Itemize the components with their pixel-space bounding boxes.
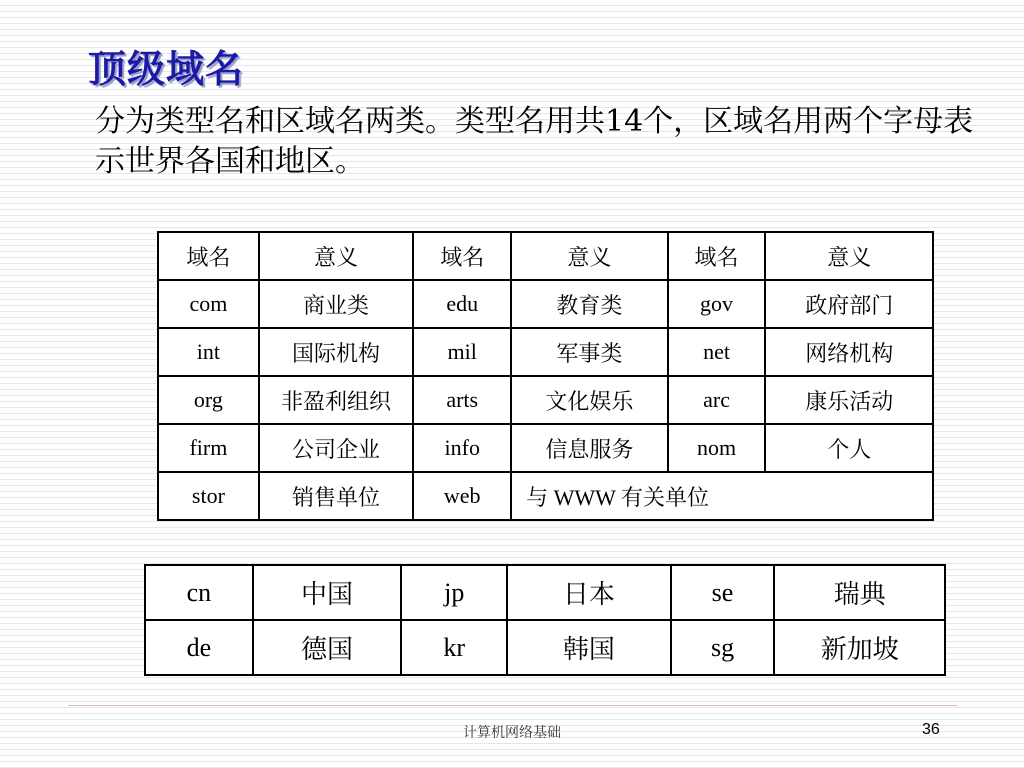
table-cell: 国际机构 <box>259 328 414 376</box>
table-header-row <box>158 232 933 280</box>
table-cell-merged: 与 WWW 有关单位 <box>511 472 933 520</box>
header-cell: 域名 <box>668 232 766 280</box>
table-cell: kr <box>401 620 507 675</box>
header-cell: 意义 <box>259 232 414 280</box>
table-row <box>145 565 945 620</box>
table-cell: gov <box>668 280 766 328</box>
table-cell: se <box>671 565 775 620</box>
table-row <box>145 620 945 675</box>
generic-domain-table <box>157 231 934 521</box>
table-cell: 德国 <box>253 620 402 675</box>
table-cell: org <box>158 376 259 424</box>
table-cell: 瑞典 <box>774 565 945 620</box>
table-cell: 公司企业 <box>259 424 414 472</box>
table-cell: cn <box>145 565 253 620</box>
table-row <box>158 472 933 520</box>
footer-course-title: 计算机网络基础 <box>463 725 561 741</box>
table-cell: int <box>158 328 259 376</box>
table-cell: 军事类 <box>511 328 668 376</box>
table-cell: 非盈利组织 <box>259 376 414 424</box>
table-cell: nom <box>668 424 766 472</box>
table-row <box>158 328 933 376</box>
table-cell: 新加坡 <box>774 620 945 675</box>
table-cell: web <box>413 472 511 520</box>
table-cell: 销售单位 <box>259 472 414 520</box>
table-cell: 日本 <box>507 565 671 620</box>
header-cell: 意义 <box>765 232 933 280</box>
table-row <box>158 424 933 472</box>
table-cell: 网络机构 <box>765 328 933 376</box>
table-cell: net <box>668 328 766 376</box>
table-cell: de <box>145 620 253 675</box>
country-domain-table <box>144 564 946 676</box>
table-cell: 个人 <box>765 424 933 472</box>
table-row <box>158 376 933 424</box>
table-cell: arc <box>668 376 766 424</box>
table-cell: com <box>158 280 259 328</box>
header-cell: 域名 <box>413 232 511 280</box>
table-cell: 文化娱乐 <box>511 376 668 424</box>
table-cell: 教育类 <box>511 280 668 328</box>
table-cell: mil <box>413 328 511 376</box>
table-cell: firm <box>158 424 259 472</box>
header-cell: 域名 <box>158 232 259 280</box>
table-row <box>158 280 933 328</box>
table-cell: 韩国 <box>507 620 671 675</box>
table-cell: 商业类 <box>259 280 414 328</box>
table-cell: 信息服务 <box>511 424 668 472</box>
page-number: 36 <box>922 721 940 738</box>
footer-divider <box>68 705 958 706</box>
table-cell: info <box>413 424 511 472</box>
table-cell: stor <box>158 472 259 520</box>
table-cell: arts <box>413 376 511 424</box>
table-cell: 康乐活动 <box>765 376 933 424</box>
header-cell: 意义 <box>511 232 668 280</box>
slide-body-text: 分为类型名和区域名两类。类型名用共14个，区域名用两个字母表示世界各国和地区。 <box>95 104 974 179</box>
table-cell: jp <box>401 565 507 620</box>
table-cell: 中国 <box>253 565 402 620</box>
table-cell: 政府部门 <box>765 280 933 328</box>
table-cell: edu <box>413 280 511 328</box>
slide-title: 顶级域名 <box>88 47 245 91</box>
table-cell: sg <box>671 620 775 675</box>
